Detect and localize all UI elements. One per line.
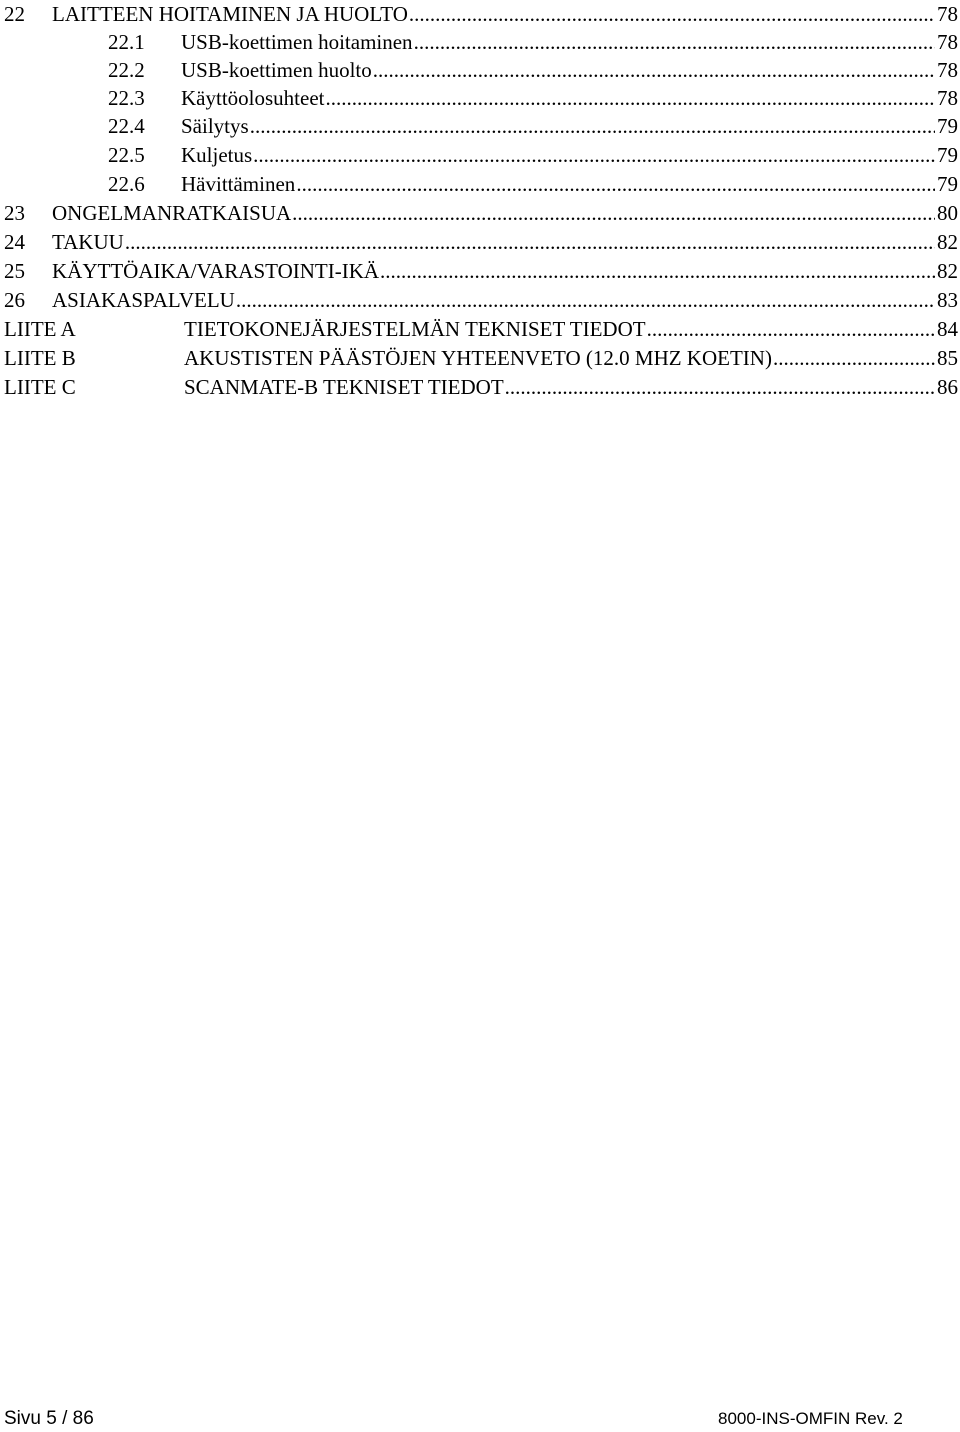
- toc-number: 23: [4, 201, 25, 225]
- toc-number: 22: [4, 2, 25, 26]
- toc-page: 85: [937, 346, 958, 370]
- toc-row-22-6[interactable]: [0, 170, 958, 198]
- toc-page: 78: [937, 2, 958, 26]
- toc-row-liite-c[interactable]: [0, 373, 958, 401]
- toc-number: 22.5: [108, 143, 145, 167]
- toc-row-26[interactable]: [0, 286, 958, 314]
- toc-row-22-2[interactable]: [0, 56, 958, 84]
- toc-number: 22.4: [108, 114, 145, 138]
- toc-number: 25: [4, 259, 25, 283]
- toc-page: 84: [937, 317, 958, 341]
- toc-number: LIITE B: [4, 346, 76, 370]
- toc-leader: [409, 0, 935, 28]
- toc-row-22-3[interactable]: [0, 84, 958, 112]
- toc-page: 82: [937, 230, 958, 254]
- toc-number: 22.1: [108, 30, 145, 54]
- toc-page: 82: [937, 259, 958, 283]
- toc-leader: [296, 170, 935, 198]
- toc-leader: [414, 28, 935, 56]
- toc-leader: [253, 141, 935, 169]
- toc-leader: [125, 228, 935, 256]
- toc-number: 22.3: [108, 86, 145, 110]
- toc-page: 78: [937, 86, 958, 110]
- toc-number: 22.6: [108, 172, 145, 196]
- toc-page: 78: [937, 58, 958, 82]
- toc-page: 79: [937, 172, 958, 196]
- toc-title: TIETOKONEJÄRJESTELMÄN TEKNISET TIEDOT: [184, 317, 646, 341]
- toc-leader: [647, 315, 935, 343]
- toc-title: Käyttöolosuhteet: [181, 86, 325, 110]
- toc-row-24[interactable]: [0, 228, 958, 256]
- toc-title: ASIAKASPALVELU: [52, 288, 235, 312]
- toc-title: ONGELMANRATKAISUA: [52, 201, 292, 225]
- toc-number: LIITE C: [4, 375, 76, 399]
- toc-page: 78: [937, 30, 958, 54]
- toc-title: Hävittäminen: [181, 172, 296, 196]
- toc-page: 86: [937, 375, 958, 399]
- toc-row-22-4[interactable]: [0, 112, 958, 140]
- toc-page: 80: [937, 201, 958, 225]
- toc-leader: [325, 84, 935, 112]
- toc-title: AKUSTISTEN PÄÄSTÖJEN YHTEENVETO (12.0 MHZ KOETIN): [184, 346, 772, 370]
- toc-page: 79: [937, 143, 958, 167]
- toc-leader: [250, 112, 935, 140]
- toc-row-22-1[interactable]: [0, 28, 958, 56]
- footer-page-number: Sivu 5 / 86: [4, 1408, 94, 1429]
- toc-leader: [505, 373, 935, 401]
- toc-row-25[interactable]: [0, 257, 958, 285]
- toc-number: 26: [4, 288, 25, 312]
- toc-leader: [292, 199, 935, 227]
- toc-row-liite-b[interactable]: [0, 344, 958, 372]
- toc-row-liite-a[interactable]: [0, 315, 958, 343]
- toc-title: SCANMATE-B TEKNISET TIEDOT: [184, 375, 504, 399]
- toc-number: LIITE A: [4, 317, 76, 341]
- toc-page: 79: [937, 114, 958, 138]
- toc-title: Säilytys: [181, 114, 249, 138]
- toc-row-22-5[interactable]: [0, 141, 958, 169]
- toc-title: LAITTEEN HOITAMINEN JA HUOLTO: [52, 2, 408, 26]
- toc-number: 22.2: [108, 58, 145, 82]
- toc-title: KÄYTTÖAIKA/VARASTOINTI-IKÄ: [52, 259, 380, 283]
- toc-title: USB-koettimen huolto: [181, 58, 372, 82]
- toc-title: TAKUU: [52, 230, 124, 254]
- footer-document-id: 8000-INS-OMFIN Rev. 2: [718, 1409, 903, 1428]
- toc-page: 83: [937, 288, 958, 312]
- toc-leader: [373, 56, 935, 84]
- toc-row-23[interactable]: [0, 199, 958, 227]
- toc-title: USB-koettimen hoitaminen: [181, 30, 413, 54]
- toc-leader: [236, 286, 935, 314]
- toc-leader: [773, 344, 935, 372]
- toc-title: Kuljetus: [181, 143, 253, 167]
- toc-leader: [380, 257, 935, 285]
- toc-number: 24: [4, 230, 25, 254]
- toc-row-22[interactable]: [0, 0, 958, 28]
